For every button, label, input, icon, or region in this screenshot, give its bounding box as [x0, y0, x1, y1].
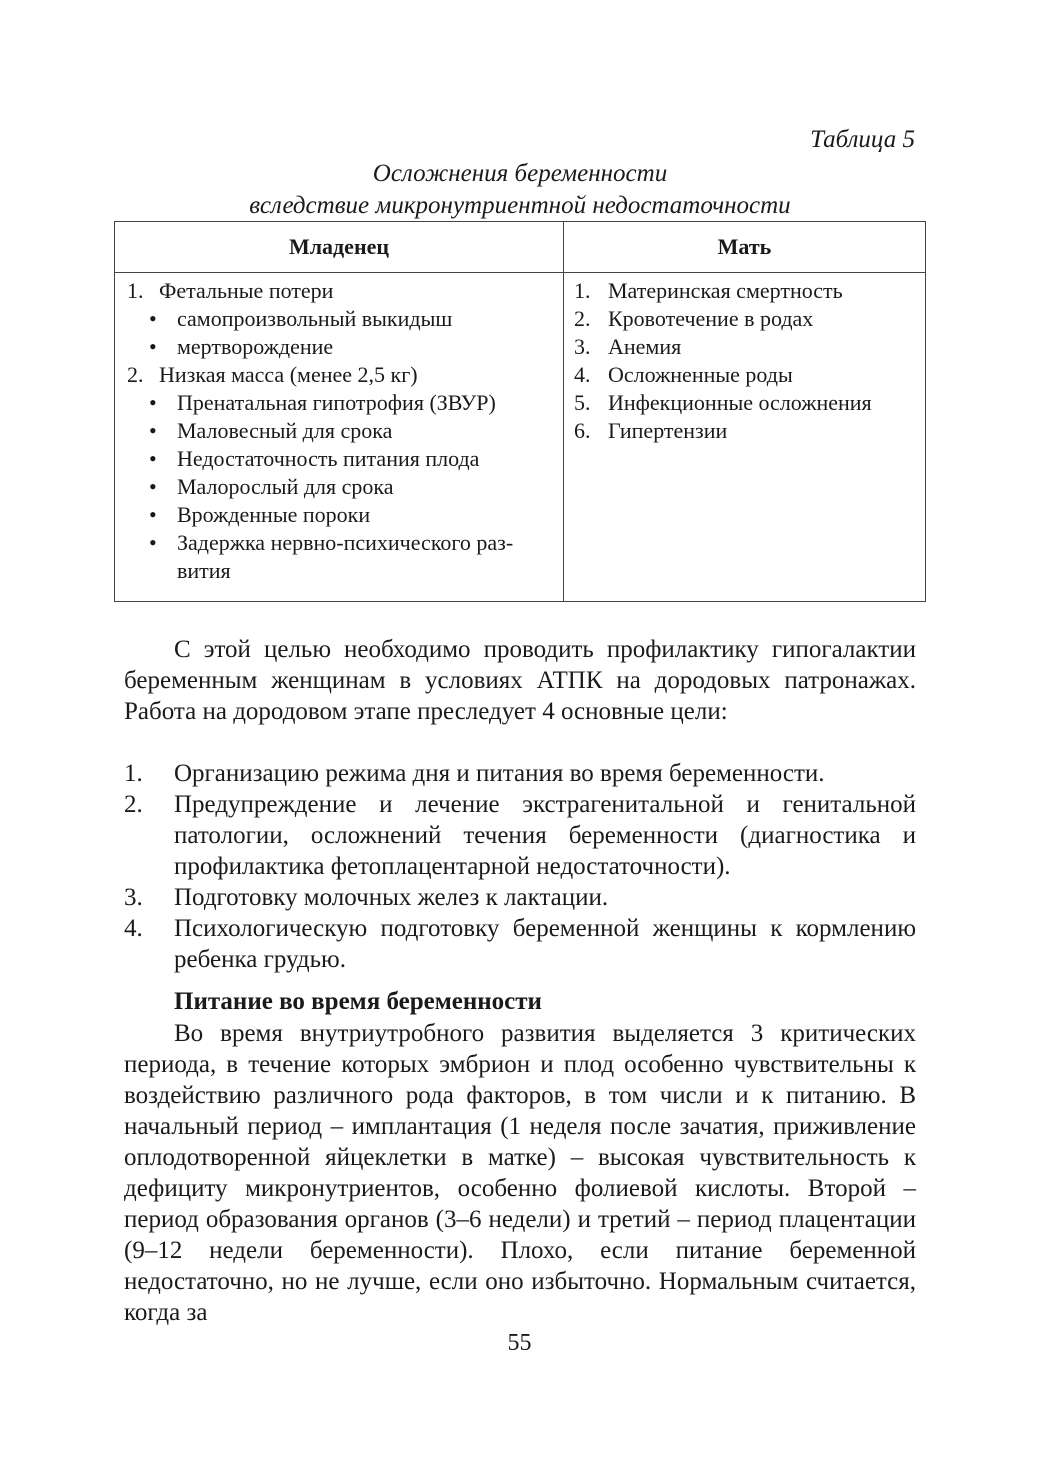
list-item — [115, 333, 563, 361]
list-item — [115, 473, 563, 501]
table-title-line1: Осложнения беременности — [372, 160, 668, 187]
item-text: самопроизвольный выкидыш — [177, 306, 453, 331]
list-item — [564, 417, 925, 445]
paragraph: Во время внутриутробного развития выделяется 3 критических периода, в течение которых эмбрион и плод особенно чувствительны к воздействию различного рода факторов, в том числи и к питанию. В начальный период – имплантация (1 неделя после зачатия, приживление оплодотворенной яйцеклетки в матке) – высокая чувствительность к дефициту микронутриентов, особенно фолиевой кислоты. Второй – период образования органов (3–6 недели) и третий – период плацентации (9–12 недели беременности). Плохо, если питание беременной недостаточно, но не лучше, если оно избыточно. Нормальным считается, когда за — [124, 1020, 916, 1326]
list-item — [564, 333, 925, 361]
list-item — [115, 361, 563, 389]
item-text: Низкая масса (менее 2,5 кг) — [159, 362, 418, 387]
bullet: • — [149, 418, 157, 443]
list-item — [115, 305, 563, 333]
item-text: Материнская смертность — [608, 278, 843, 303]
item-number: 2. — [124, 791, 143, 818]
header-mother: Мать — [564, 222, 926, 273]
item-text: Организацию режима дня и питания во время беременности. — [174, 760, 825, 787]
mother-cell — [564, 273, 926, 602]
paragraph: С этой целью необходимо проводить профилактику гипогалактии беременным женщинам в условиях АТПК на дородовых патронажах. Работа на дородовом этапе преследует 4 основные цели: — [124, 636, 916, 725]
bullet: • — [149, 474, 157, 499]
item-text: Осложненные роды — [608, 362, 793, 387]
list-item — [124, 882, 916, 913]
table-body-row — [115, 273, 926, 602]
item-number: 4. — [124, 915, 143, 942]
table-number: Таблица 5 — [810, 126, 915, 153]
item-number: 2. — [127, 362, 144, 387]
list-item — [564, 389, 925, 417]
item-text: Пренатальная гипотрофия (ЗВУР) — [177, 390, 496, 415]
list-item — [115, 417, 563, 445]
item-number: 1. — [124, 760, 143, 787]
item-text: Предупреждение и лечение экстрагенитальной и генитальной патологии, осложнений течения беременности (диагностика и профилактика фетоплацентарной недостаточности). — [174, 791, 916, 880]
item-text: Недостаточность питания плода — [177, 446, 480, 471]
list-item — [124, 789, 916, 882]
bullet: • — [149, 306, 157, 331]
bullet: • — [149, 446, 157, 471]
header-infant: Младенец — [115, 222, 564, 273]
list-item — [124, 913, 916, 975]
item-number: 2. — [574, 306, 591, 331]
section-heading: Питание во время беременности — [174, 988, 542, 1015]
item-text: Кровотечение в родах — [608, 306, 814, 331]
item-text: мертворождение — [177, 334, 334, 359]
list-item — [115, 389, 563, 417]
bullet: • — [149, 502, 157, 527]
bullet: • — [149, 334, 157, 359]
item-number: 4. — [574, 362, 591, 387]
goals-list — [124, 758, 916, 975]
item-text: Психологическую подготовку беременной женщины к кормлению ребенка грудью. — [174, 915, 916, 973]
item-number: 3. — [574, 334, 591, 359]
bullet: • — [149, 530, 157, 555]
table-title-line2: вследствие микронутриентной недостаточности — [249, 192, 791, 219]
item-number: 5. — [574, 390, 591, 415]
item-text: Маловесный для срока — [177, 418, 393, 443]
item-text: Гипертензии — [608, 418, 728, 443]
list-item — [115, 501, 563, 529]
item-text: Задержка нервно-психического раз-вития — [177, 530, 514, 583]
infant-cell — [115, 273, 564, 602]
item-number: 6. — [574, 418, 591, 443]
item-number: 1. — [127, 278, 144, 303]
list-item — [564, 277, 925, 305]
item-text: Врожденные пороки — [177, 502, 371, 527]
item-text: Подготовку молочных желез к лактации. — [174, 884, 609, 911]
list-item — [115, 445, 563, 473]
complications-table — [114, 221, 926, 602]
item-text: Анемия — [608, 334, 682, 359]
item-text: Фетальные потери — [159, 278, 334, 303]
list-item — [124, 758, 916, 789]
table-header-row — [115, 222, 926, 273]
list-item — [115, 529, 563, 585]
list-item — [564, 305, 925, 333]
item-number: 1. — [574, 278, 591, 303]
item-text: Инфекционные осложнения — [608, 390, 872, 415]
list-item — [564, 361, 925, 389]
item-text: Малорослый для срока — [177, 474, 394, 499]
bullet: • — [149, 390, 157, 415]
page-number: 55 — [507, 1330, 532, 1356]
list-item — [115, 277, 563, 305]
item-number: 3. — [124, 884, 143, 911]
